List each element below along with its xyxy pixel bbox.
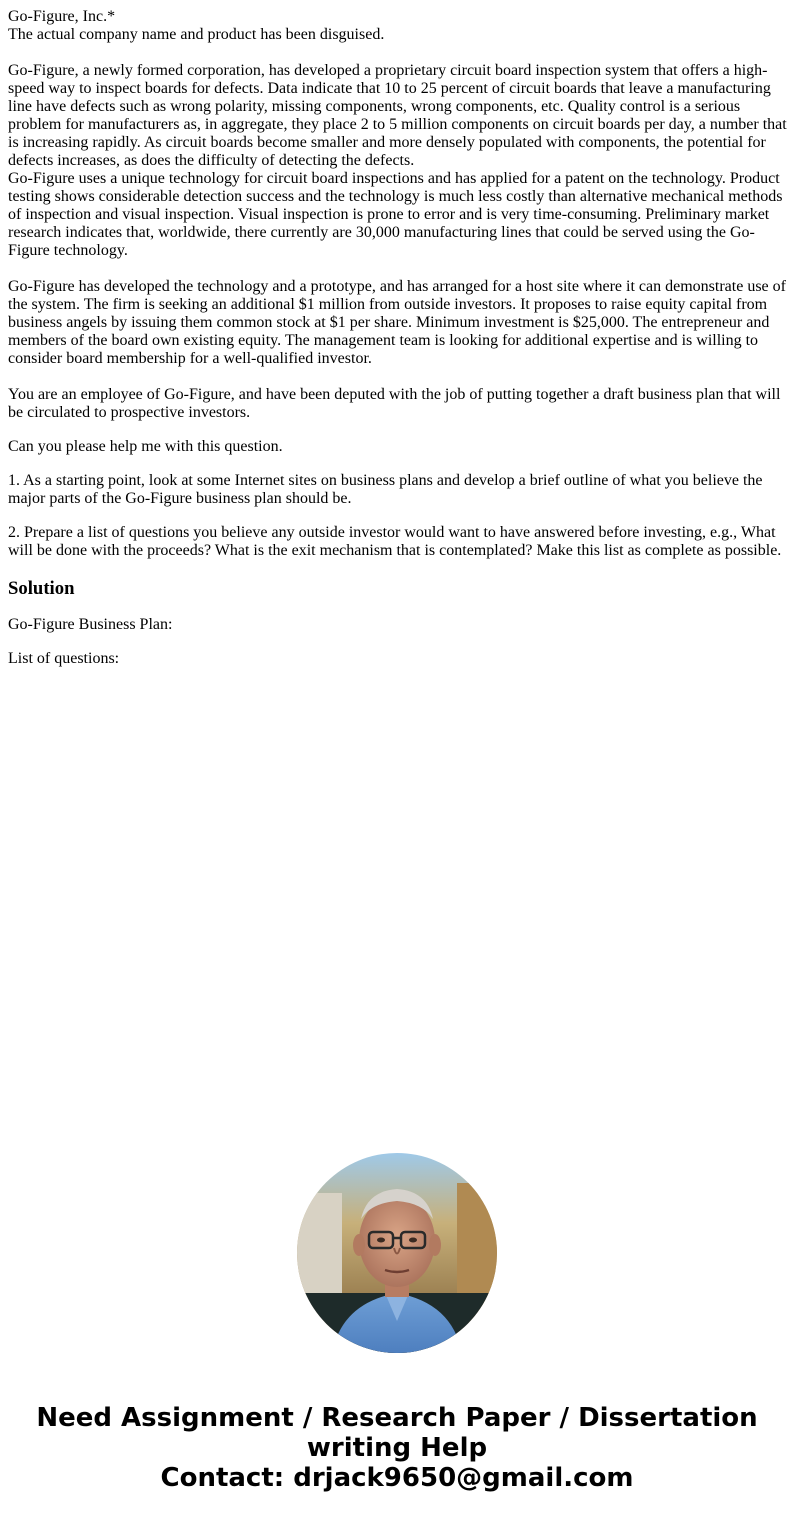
promo-banner: [0, 1403, 794, 1493]
help-request: Can you please help me with this question.: [8, 438, 283, 455]
paragraph-task: You are an employee of Go-Figure, and have been deputed with the job of putting together a draft business plan that will be circulated to prospective investors.: [8, 386, 781, 421]
avatar: [297, 1153, 497, 1353]
question-1: 1. As a starting point, look at some Internet sites on business plans and develop a brief outline of what you believe the major parts of the Go-Figure business plan should be.: [8, 472, 763, 507]
paragraph-technology: Go-Figure uses a unique technology for circuit board inspections and has applied for a patent on the technology. Product testing shows considerable detection success and the technology is much less costly than alternative mechanical methods of inspection and visual inspection. Visual inspection is prone to error and is very time-consuming. Preliminary market research indicates that, worldwide, there currently are 30,000 manufacturing lines that could be served using the Go-Figure technology.: [8, 170, 783, 259]
question-2: 2. Prepare a list of questions you believe any outside investor would want to have answered before investing, e.g., What will be done with the proceeds? What is the exit mechanism that is contemplated? Make this list as complete as possible.: [8, 524, 782, 559]
paragraph-intro: Go-Figure, a newly formed corporation, has developed a proprietary circuit board inspection system that offers a high-speed way to inspect boards for defects. Data indicate that 10 to 25 percent of circuit boards that leave a manufacturing line have defects such as wrong polarity, missing components, wrong components, etc. Quality control is a serious problem for manufacturers as, in aggregate, they place 2 to 5 million components on circuit boards per day, a number that is increasing rapidly. As circuit boards become smaller and more densely populated with components, the potential for defects increases, as does the difficulty of detecting the defects.: [8, 62, 787, 169]
promo-line-1: Need Assignment / Research Paper / Dissertation: [36, 1403, 758, 1433]
person-photo-icon: [297, 1153, 497, 1353]
promo-contact: Contact: drjack9650@gmail.com: [160, 1463, 634, 1493]
document-title: Go-Figure, Inc.*: [8, 8, 116, 25]
document-body: [8, 8, 788, 668]
paragraph-funding: Go-Figure has developed the technology and a prototype, and has arranged for a host site where it can demonstrate use of the system. The firm is seeking an additional $1 million from outside investors. It proposes to raise equity capital from business angels by issuing them common stock at $1 per share. Minimum investment is $25,000. The entrepreneur and members of the board own existing equity. The management team is looking for additional expertise and is willing to consider board membership for a well-qualified investor.: [8, 278, 786, 367]
solution-business-plan: Go-Figure Business Plan:: [8, 616, 173, 633]
solution-heading: Solution: [8, 578, 75, 599]
solution-questions: List of questions:: [8, 650, 120, 667]
document-note: The actual company name and product has been disguised.: [8, 26, 385, 43]
promo-line-2: writing Help: [306, 1433, 488, 1463]
